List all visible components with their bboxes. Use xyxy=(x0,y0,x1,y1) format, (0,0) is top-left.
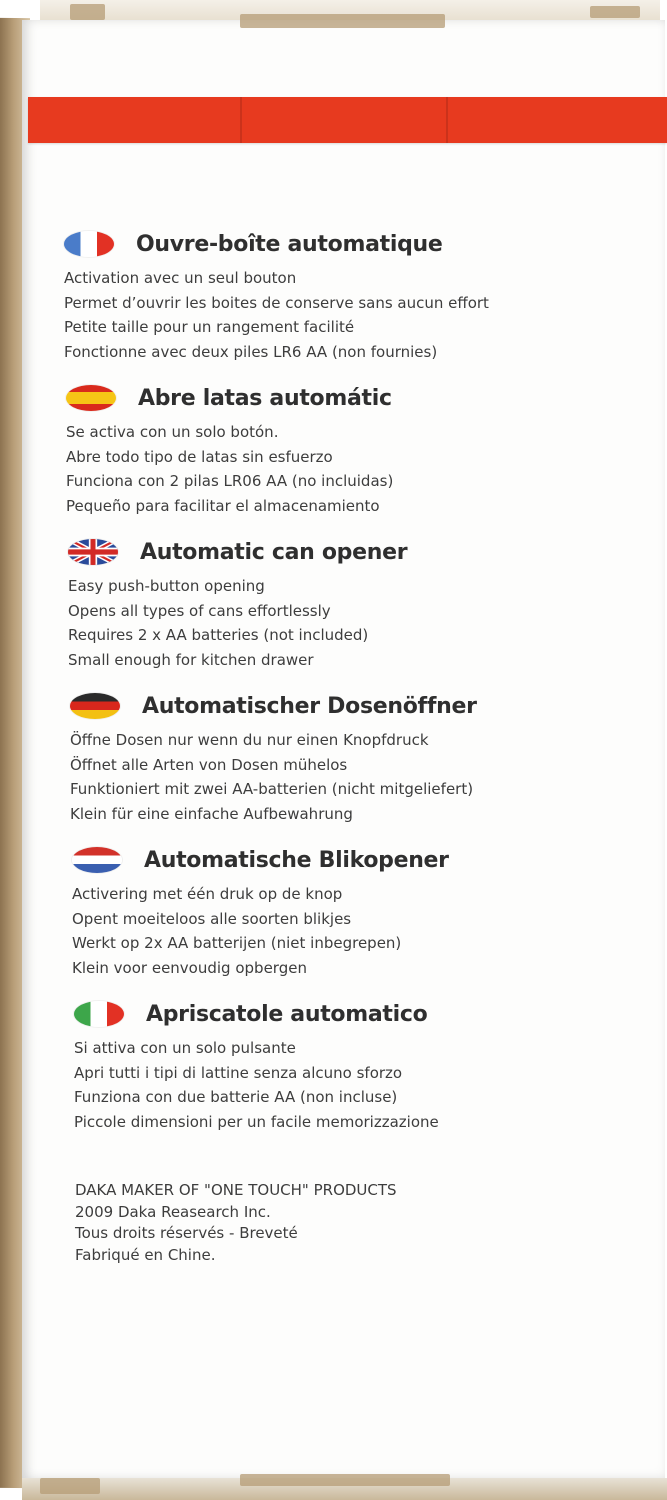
feature-line: Opens all types of cans effortlessly xyxy=(68,601,331,620)
section-title: Apriscatole automatico xyxy=(146,1001,428,1027)
section-title: Automatic can opener xyxy=(140,539,408,565)
feature-line: Abre todo tipo de latas sin esfuerzo xyxy=(66,447,333,466)
feature-line: Si attiva con un solo pulsante xyxy=(74,1039,296,1057)
feature-line: Pequeño para facilitar el almacenamiento xyxy=(66,496,380,515)
feature-line: Öffne Dosen nur wenn du nur einen Knopfdruck xyxy=(70,731,429,749)
section-heading xyxy=(64,226,654,262)
flag-netherlands-icon xyxy=(72,847,122,873)
band-seam xyxy=(446,97,448,143)
feature-line: Activation avec un seul bouton xyxy=(64,269,297,287)
section-german xyxy=(70,688,660,826)
feature-line: Piccole dimensioni per un facile memorizzazione xyxy=(74,1112,439,1131)
flag-france-icon xyxy=(64,231,114,257)
tape-strip xyxy=(240,14,445,28)
feature-line: Funktioniert mit zwei AA-batterien (nicht mitgeliefert) xyxy=(70,780,474,798)
feature-line: Small enough for kitchen drawer xyxy=(68,650,314,669)
section-english xyxy=(68,534,658,672)
section-italian xyxy=(74,996,664,1134)
feature-line: Werkt op 2x AA batterijen (niet inbegrepen) xyxy=(72,934,402,952)
feature-line: Fonctionne avec deux piles LR6 AA (non fournies) xyxy=(64,342,438,361)
footer-line: Fabriqué en Chine. xyxy=(75,1245,216,1264)
feature-line: Activering met één druk op de knop xyxy=(72,885,343,903)
feature-line: Opent moeiteloos alle soorten blikjes xyxy=(72,909,352,928)
flag-uk-icon xyxy=(68,539,118,565)
tape-strip xyxy=(590,6,640,18)
section-title: Automatische Blikopener xyxy=(144,847,449,873)
section-french xyxy=(64,226,654,364)
section-dutch xyxy=(72,842,662,980)
section-heading xyxy=(68,534,658,570)
section-spanish xyxy=(66,380,656,518)
tape-strip xyxy=(70,4,105,20)
footer-line: Tous droits réservés - Breveté xyxy=(75,1224,298,1242)
flag-italy-icon xyxy=(74,1001,124,1027)
feature-line: Permet d’ouvrir les boites de conserve sans aucun effort xyxy=(64,293,489,312)
footer-legal xyxy=(75,1180,635,1266)
feature-line: Funciona con 2 pilas LR06 AA (no incluidas) xyxy=(66,472,394,490)
feature-line: Öffnet alle Arten von Dosen mühelos xyxy=(70,755,348,774)
tape-strip xyxy=(40,1478,100,1494)
footer-line: 2009 Daka Reasearch Inc. xyxy=(75,1202,271,1221)
flag-germany-icon xyxy=(70,693,120,719)
tape-strip xyxy=(240,1474,450,1486)
footer-line: DAKA MAKER OF "ONE TOUCH" PRODUCTS xyxy=(75,1181,397,1199)
feature-line: Klein voor eenvoudig opbergen xyxy=(72,958,307,977)
feature-line: Requires 2 x AA batteries (not included) xyxy=(68,626,369,644)
section-title: Automatischer Dosenöffner xyxy=(142,693,477,719)
feature-line: Petite taille pour un rangement facilité xyxy=(64,318,355,336)
section-title: Abre latas automátic xyxy=(138,385,392,411)
section-heading xyxy=(74,996,664,1032)
band-seam xyxy=(240,97,242,143)
section-heading xyxy=(72,842,662,878)
red-stripe xyxy=(28,97,667,143)
feature-line: Se activa con un solo botón. xyxy=(66,423,279,441)
feature-line: Easy push-button opening xyxy=(68,577,265,595)
section-heading xyxy=(70,688,660,724)
feature-line: Klein für eine einfache Aufbewahrung xyxy=(70,804,353,823)
section-heading xyxy=(66,380,656,416)
feature-line: Apri tutti i tipi di lattine senza alcuno sforzo xyxy=(74,1063,403,1082)
flag-spain-icon xyxy=(66,385,116,411)
section-title: Ouvre-boîte automatique xyxy=(136,231,443,257)
feature-line: Funziona con due batterie AA (non incluse) xyxy=(74,1088,398,1106)
